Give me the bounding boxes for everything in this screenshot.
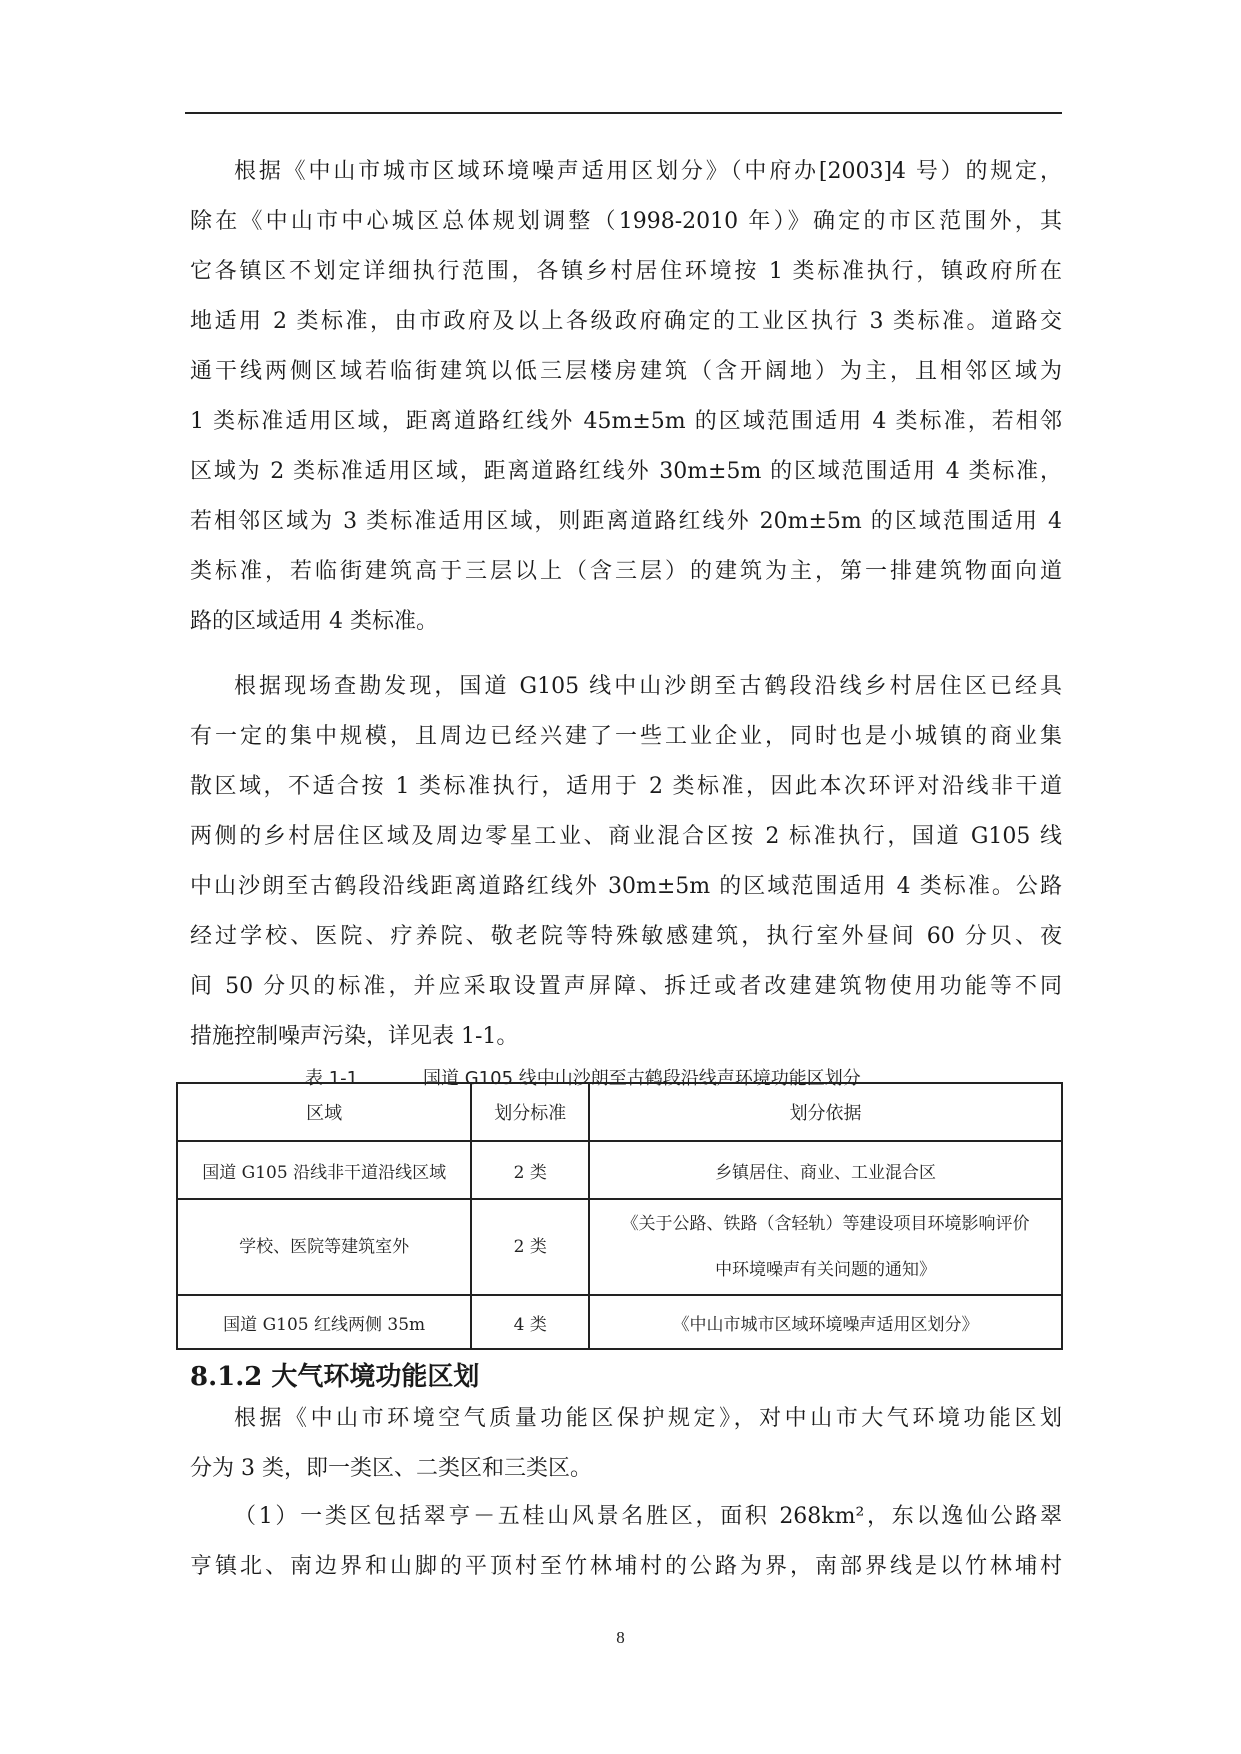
table-cell-basis: [589, 1199, 1062, 1295]
paragraph-class-one-zone: [190, 1492, 1062, 1592]
table-cell-basis-line: 《关于公路、铁路（含轻轨）等建设项目环境影响评价: [621, 1214, 1030, 1234]
table-caption-number: 表 1-1: [305, 1068, 359, 1089]
table-row: [177, 1295, 1062, 1349]
paragraph-line: 间 50 分贝的标准，并应采取设置声屏障、拆迁或者改建建筑物使用功能等不同: [190, 974, 1062, 999]
header-rule: [185, 112, 1062, 114]
table-header-area: 区域: [177, 1083, 471, 1141]
paragraph-line: 有一定的集中规模，且周边已经兴建了一些工业企业，同时也是小城镇的商业集: [190, 724, 1062, 749]
table-cell-basis: 《中山市城市区域环境噪声适用区划分》: [589, 1295, 1062, 1349]
table-cell-area: 学校、医院等建筑室外: [177, 1199, 471, 1295]
table-cell-area: 国道 G105 沿线非干道沿线区域: [177, 1141, 471, 1199]
paragraph-line: 根据《中山市环境空气质量功能区保护规定》，对中山市大气环境功能区划: [234, 1406, 1062, 1431]
paragraph-line: 除在《中山市中心城区总体规划调整（1998-2010 年）》确定的市区范围外，其: [190, 209, 1062, 234]
table-cell-standard: 4 类: [471, 1295, 589, 1349]
paragraph-line: 地适用 2 类标准，由市政府及以上各级政府确定的工业区执行 3 类标准。道路交: [190, 309, 1062, 334]
paragraph-line: 亨镇北、南边界和山脚的平顶村至竹林埔村的公路为界，南部界线是以竹林埔村: [190, 1554, 1062, 1579]
paragraph-line: 两侧的乡村居住区域及周边零星工业、商业混合区按 2 标准执行，国道 G105 线: [190, 824, 1062, 849]
paragraph-line: （1）一类区包括翠亨－五桂山风景名胜区，面积 268km²，东以逸仙公路翠: [234, 1504, 1062, 1529]
paragraph-line: 通干线两侧区域若临街建筑以低三层楼房建筑（含开阔地）为主，且相邻区域为: [190, 359, 1062, 384]
table-header-row: [177, 1083, 1062, 1141]
table-cell-standard: 2 类: [471, 1199, 589, 1295]
paragraph-site-survey: [190, 662, 1062, 1062]
paragraph-line: 根据《中山市城市区域环境噪声适用区划分》（中府办[2003]4 号）的规定，: [234, 159, 1062, 184]
section-heading: 8.1.2 大气环境功能区划: [190, 1362, 480, 1392]
paragraph-line: 散区域，不适合按 1 类标准执行，适用于 2 类标准，因此本次环评对沿线非干道: [190, 774, 1062, 799]
paragraph-noise-zoning: [190, 147, 1062, 647]
table-cell-area: 国道 G105 红线两侧 35m: [177, 1295, 471, 1349]
paragraph-line: 经过学校、医院、疗养院、敬老院等特殊敏感建筑，执行室外昼间 60 分贝、夜: [190, 924, 1062, 949]
paragraph-line: 路的区域适用 4 类标准。: [190, 609, 438, 634]
paragraph-line: 1 类标准适用区域，距离道路红线外 45m±5m 的区域范围适用 4 类标准，若相邻: [190, 409, 1062, 434]
table-cell-basis-line: 中环境噪声有关问题的通知》: [715, 1260, 937, 1280]
table-row: [177, 1199, 1062, 1295]
page-number: 8: [616, 1628, 625, 1647]
table-row: [177, 1141, 1062, 1199]
paragraph-line: 它各镇区不划定详细执行范围，各镇乡村居住环境按 1 类标准执行，镇政府所在: [190, 259, 1062, 284]
paragraph-line: 措施控制噪声污染，详见表 1-1。: [190, 1024, 519, 1049]
paragraph-line: 根据现场查勘发现，国道 G105 线中山沙朗至古鹤段沿线乡村居住区已经具: [234, 674, 1062, 699]
noise-zone-table: [176, 1082, 1063, 1350]
paragraph-air-zoning: [190, 1394, 1062, 1494]
table-header-standard: 划分标准: [471, 1083, 589, 1141]
table-header-basis: 划分依据: [589, 1083, 1062, 1141]
table-cell-basis: 乡镇居住、商业、工业混合区: [589, 1141, 1062, 1199]
paragraph-line: 分为 3 类，即一类区、二类区和三类区。: [190, 1456, 592, 1481]
paragraph-line: 中山沙朗至古鹤段沿线距离道路红线外 30m±5m 的区域范围适用 4 类标准。公路: [190, 874, 1062, 899]
paragraph-line: 若相邻区域为 3 类标准适用区域，则距离道路红线外 20m±5m 的区域范围适用 4: [190, 509, 1062, 534]
table-caption-title: 国道 G105 线中山沙朗至古鹤段沿线声环境功能区划分: [423, 1068, 861, 1089]
paragraph-line: 类标准，若临街建筑高于三层以上（含三层）的建筑为主，第一排建筑物面向道: [190, 559, 1062, 584]
table-cell-standard: 2 类: [471, 1141, 589, 1199]
paragraph-line: 区域为 2 类标准适用区域，距离道路红线外 30m±5m 的区域范围适用 4 类标准，: [190, 459, 1062, 484]
